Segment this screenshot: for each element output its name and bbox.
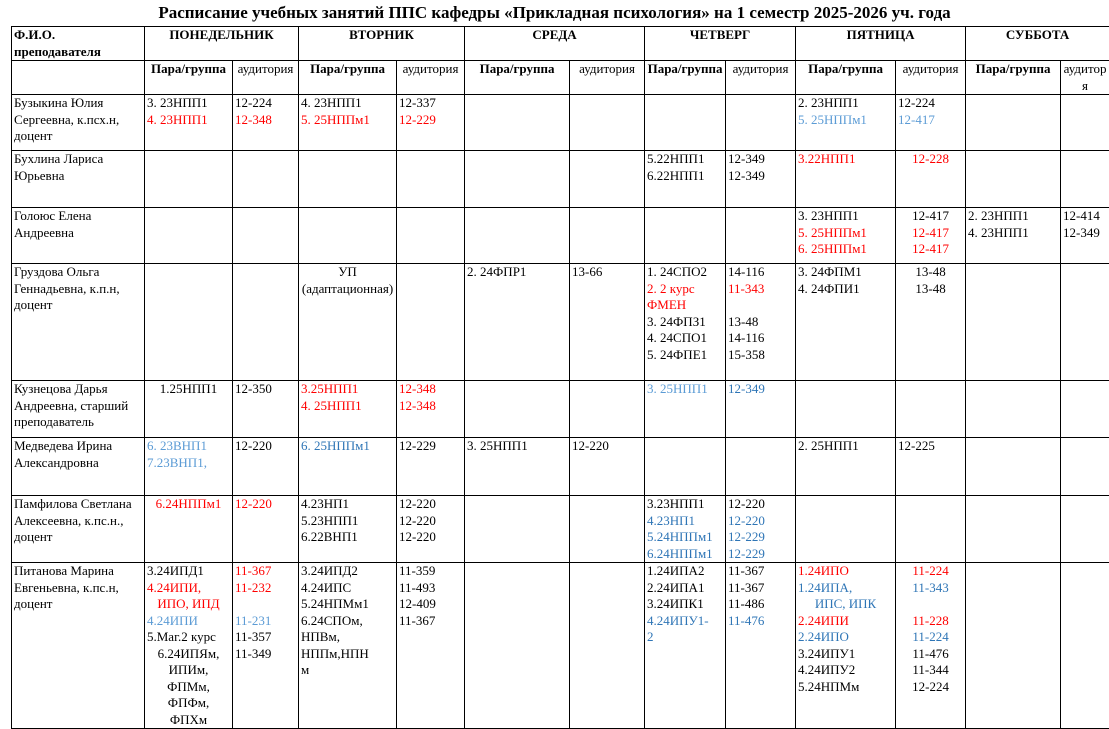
header-day-friday: ПЯТНИЦА <box>796 27 966 61</box>
cell-line: 12-417 <box>898 241 963 258</box>
teacher-row <box>12 208 1109 264</box>
schedule-cell-pair <box>966 563 1061 729</box>
cell-line: ИПИм, <box>147 662 230 679</box>
teacher-row <box>12 95 1109 151</box>
schedule-cell-pair <box>145 563 233 729</box>
cell-line: 11-228 <box>898 613 963 630</box>
schedule-cell-room <box>233 264 299 381</box>
cell-line: ИПС, ИПК <box>798 596 893 613</box>
teacher-row <box>12 438 1109 496</box>
cell-line: 2. 23НПП1 <box>798 95 893 112</box>
subheader-row <box>12 61 1109 95</box>
cell-line: 11-343 <box>898 580 963 597</box>
cell-line: НППм,НПН <box>301 646 394 663</box>
schedule-cell-pair <box>145 151 233 208</box>
teacher-row <box>12 563 1109 729</box>
cell-line: 12-349 <box>1063 225 1107 242</box>
cell-line: 12-417 <box>898 112 963 129</box>
teacher-name: Памфилова Светлана Алексеевна, к.пс.н., доцент <box>12 496 145 563</box>
schedule-cell-room <box>397 438 465 496</box>
cell-line: 12-220 <box>235 496 296 513</box>
cell-line: 3. 23НПП1 <box>798 208 893 225</box>
cell-line: 3.22НПП1 <box>798 151 893 168</box>
cell-line: 6.24НППм1 <box>647 546 723 563</box>
teacher-name: Питанова Марина Евгеньевна, к.пс.н, доцент <box>12 563 145 729</box>
cell-line: ИПО, ИПД <box>147 596 230 613</box>
cell-line: 6.24СПОм, <box>301 613 394 630</box>
cell-line: 5. 24ФПЕ1 <box>647 347 723 364</box>
schedule-cell-pair <box>465 264 570 381</box>
cell-line: 2.24ИПИ <box>798 613 893 630</box>
cell-line: 12-224 <box>898 95 963 112</box>
cell-line: 11-476 <box>728 613 793 630</box>
schedule-cell-room <box>896 208 966 264</box>
schedule-cell-room <box>896 381 966 438</box>
cell-line: 5. 25НППм1 <box>301 112 394 129</box>
schedule-cell-pair <box>796 438 896 496</box>
schedule-cell-room <box>1061 95 1109 151</box>
schedule-cell-pair <box>465 151 570 208</box>
cell-line: 6. 23ВНП1 <box>147 438 230 455</box>
schedule-cell-pair <box>645 438 726 496</box>
cell-line: 3.24ИПД1 <box>147 563 230 580</box>
schedule-cell-pair <box>645 208 726 264</box>
cell-line: 5. 25НППм1 <box>798 112 893 129</box>
cell-line: 1.24ИПА2 <box>647 563 723 580</box>
teacher-row <box>12 151 1109 208</box>
schedule-cell-pair <box>966 381 1061 438</box>
cell-line: 4.24ИПУ2 <box>798 662 893 679</box>
teacher-name: Груздова Ольга Геннадьевна, к.п.н, доцент <box>12 264 145 381</box>
cell-line: 2 <box>647 629 723 646</box>
cell-line: 12-348 <box>399 398 462 415</box>
schedule-cell-pair <box>145 381 233 438</box>
teacher-name: Голоюс Елена Андреевна <box>12 208 145 264</box>
header-day-wednesday: СРЕДА <box>465 27 645 61</box>
cell-line: 12-229 <box>728 529 793 546</box>
cell-line: 14-116 <box>728 330 793 347</box>
header-row <box>12 27 1109 61</box>
cell-line: 4. 23НПП1 <box>968 225 1058 242</box>
cell-line: 3. 23НПП1 <box>147 95 230 112</box>
schedule-cell-room <box>397 563 465 729</box>
schedule-cell-room <box>1061 151 1109 208</box>
header-day-thursday: ЧЕТВЕРГ <box>645 27 796 61</box>
cell-line: 11-344 <box>898 662 963 679</box>
teacher-row <box>12 264 1109 381</box>
schedule-cell-room <box>896 264 966 381</box>
schedule-cell-room <box>726 208 796 264</box>
cell-line: 3.25НПП1 <box>301 381 394 398</box>
schedule-cell-room <box>726 264 796 381</box>
schedule-cell-room <box>570 95 645 151</box>
schedule-cell-pair <box>796 208 896 264</box>
cell-line: 3. 25НПП1 <box>467 438 567 455</box>
cell-line: 3.24ИПУ1 <box>798 646 893 663</box>
cell-line: 11-367 <box>235 563 296 580</box>
cell-line: 4.24ИПИ <box>147 613 230 630</box>
schedule-cell-room <box>1061 381 1109 438</box>
cell-line: 12-229 <box>399 438 462 455</box>
subheader-room: аудитория <box>233 61 299 95</box>
cell-line: 2. 25НПП1 <box>798 438 893 455</box>
cell-line: 12-220 <box>235 438 296 455</box>
schedule-cell-room <box>896 95 966 151</box>
schedule-cell-pair <box>145 208 233 264</box>
cell-line: 12-349 <box>728 381 793 398</box>
cell-line: 4. 24СПО1 <box>647 330 723 347</box>
cell-line: 3. 24ФПМ1 <box>798 264 893 281</box>
schedule-cell-pair <box>796 264 896 381</box>
schedule-cell-room <box>233 381 299 438</box>
cell-line: 12-228 <box>898 151 963 168</box>
cell-line: 5.22НПП1 <box>647 151 723 168</box>
cell-line: 12-220 <box>728 513 793 530</box>
schedule-cell-room <box>896 151 966 208</box>
schedule-cell-room <box>1061 208 1109 264</box>
schedule-cell-pair <box>465 438 570 496</box>
schedule-cell-pair <box>299 208 397 264</box>
schedule-cell-pair <box>966 496 1061 563</box>
cell-line: 3.24ИПД2 <box>301 563 394 580</box>
cell-line: 11-367 <box>399 613 462 630</box>
page-title: Расписание учебных занятий ППС кафедры «Прикладная психология» на 1 семестр 2025-2026 уч. года <box>0 3 1109 23</box>
cell-line: 6.22ВНП1 <box>301 529 394 546</box>
header-day-tuesday: ВТОРНИК <box>299 27 465 61</box>
schedule-cell-room <box>397 496 465 563</box>
cell-line: м <box>301 662 394 679</box>
schedule-cell-room <box>896 438 966 496</box>
cell-line <box>898 596 963 613</box>
cell-line: 3. 24ФПЗ1 <box>647 314 723 331</box>
schedule-cell-room <box>233 496 299 563</box>
schedule-cell-pair <box>645 151 726 208</box>
teacher-row <box>12 496 1109 563</box>
schedule-cell-pair <box>796 95 896 151</box>
cell-line: 2.24ИПА1 <box>647 580 723 597</box>
cell-line: 4. 25НПП1 <box>301 398 394 415</box>
cell-line: 11-357 <box>235 629 296 646</box>
cell-line: 12-229 <box>728 546 793 563</box>
schedule-cell-room <box>1061 496 1109 563</box>
cell-line: 12-414 <box>1063 208 1107 225</box>
cell-line: 5.24НПМм1 <box>301 596 394 613</box>
schedule-cell-pair <box>299 496 397 563</box>
schedule-cell-pair <box>465 208 570 264</box>
teacher-name: Бухлина Лариса Юрьевна <box>12 151 145 208</box>
cell-line: 12-349 <box>728 151 793 168</box>
cell-line: 2. 23НПП1 <box>968 208 1058 225</box>
cell-line: 5.Маг.2 курс <box>147 629 230 646</box>
cell-line: 11-493 <box>399 580 462 597</box>
cell-line: 13-48 <box>728 314 793 331</box>
schedule-cell-room <box>726 95 796 151</box>
cell-line <box>728 297 793 314</box>
schedule-cell-room <box>896 563 966 729</box>
subheader-room: аудитория <box>896 61 966 95</box>
cell-line: 12-409 <box>399 596 462 613</box>
cell-line: 3.23НПП1 <box>647 496 723 513</box>
schedule-table <box>11 26 1109 729</box>
cell-line: 3.24ИПК1 <box>647 596 723 613</box>
schedule-cell-room <box>570 438 645 496</box>
subheader-pair: Пара/группа <box>299 61 397 95</box>
cell-line: 12-417 <box>898 208 963 225</box>
cell-line: 12-220 <box>728 496 793 513</box>
cell-line: 4.23НП1 <box>647 513 723 530</box>
cell-line: 4. 24ФПИ1 <box>798 281 893 298</box>
cell-line: 1. 24СПО2 <box>647 264 723 281</box>
cell-line: 4.24ИПИ, <box>147 580 230 597</box>
schedule-cell-pair <box>145 264 233 381</box>
schedule-cell-pair <box>796 381 896 438</box>
cell-line: 14-116 <box>728 264 793 281</box>
schedule-cell-room <box>726 438 796 496</box>
cell-line: 11-367 <box>728 580 793 597</box>
cell-line: 5.24НППм1 <box>647 529 723 546</box>
cell-line: 11-224 <box>898 629 963 646</box>
subheader-room: аудитория <box>570 61 645 95</box>
cell-line: УП (адаптационная) <box>301 264 394 297</box>
schedule-cell-pair <box>645 563 726 729</box>
schedule-cell-room <box>397 95 465 151</box>
cell-line: 11-367 <box>728 563 793 580</box>
schedule-cell-room <box>726 496 796 563</box>
schedule-cell-room <box>570 151 645 208</box>
subheader-room-last: аудитор я <box>1061 61 1109 95</box>
cell-line: 11-232 <box>235 580 296 597</box>
cell-line: 12-224 <box>898 679 963 696</box>
cell-line: 6.24ИПЯм, <box>147 646 230 663</box>
subheader-pair: Пара/группа <box>966 61 1061 95</box>
subheader-pair: Пара/группа <box>145 61 233 95</box>
cell-line: НПВм, <box>301 629 394 646</box>
subheader-empty <box>12 61 145 95</box>
cell-line: 6. 25НППм1 <box>301 438 394 455</box>
cell-line: 4.24ИПС <box>301 580 394 597</box>
subheader-pair: Пара/группа <box>796 61 896 95</box>
cell-line: 11-486 <box>728 596 793 613</box>
cell-line: 2. 24ФПР1 <box>467 264 567 281</box>
schedule-body <box>12 27 1109 729</box>
subheader-pair: Пара/группа <box>465 61 570 95</box>
cell-line: 4.24ИПУ1- <box>647 613 723 630</box>
schedule-cell-room <box>233 208 299 264</box>
schedule-cell-room <box>726 151 796 208</box>
schedule-cell-pair <box>299 264 397 381</box>
schedule-cell-room <box>570 208 645 264</box>
cell-line: 13-66 <box>572 264 642 281</box>
schedule-cell-pair <box>796 496 896 563</box>
cell-line: 7.23ВНП1, <box>147 455 230 472</box>
cell-line: 11-224 <box>898 563 963 580</box>
cell-line: 6. 25НППм1 <box>798 241 893 258</box>
cell-line: 12-350 <box>235 381 296 398</box>
cell-line: 11-476 <box>898 646 963 663</box>
header-day-saturday: СУББОТА <box>966 27 1109 61</box>
schedule-cell-room <box>397 151 465 208</box>
cell-line: 5.24НПМм <box>798 679 893 696</box>
schedule-cell-pair <box>465 496 570 563</box>
subheader-room: аудитория <box>397 61 465 95</box>
cell-line: ФПХм <box>147 712 230 729</box>
schedule-cell-pair <box>299 151 397 208</box>
schedule-cell-pair <box>796 151 896 208</box>
schedule-cell-pair <box>645 381 726 438</box>
schedule-cell-pair <box>966 95 1061 151</box>
schedule-cell-room <box>726 381 796 438</box>
schedule-cell-room <box>1061 563 1109 729</box>
schedule-cell-room <box>397 381 465 438</box>
schedule-cell-room <box>233 151 299 208</box>
cell-line: 12-417 <box>898 225 963 242</box>
schedule-cell-pair <box>145 438 233 496</box>
cell-line: 12-348 <box>399 381 462 398</box>
subheader-room: аудитория <box>726 61 796 95</box>
cell-line: 12-349 <box>728 168 793 185</box>
cell-line: 12-229 <box>399 112 462 129</box>
cell-line: 11-231 <box>235 613 296 630</box>
schedule-cell-room <box>570 563 645 729</box>
schedule-cell-pair <box>645 264 726 381</box>
schedule-cell-room <box>397 208 465 264</box>
cell-line: 6.22НПП1 <box>647 168 723 185</box>
cell-line: 4. 23НПП1 <box>147 112 230 129</box>
cell-line: 11-359 <box>399 563 462 580</box>
schedule-cell-pair <box>465 563 570 729</box>
cell-line <box>235 596 296 613</box>
header-fio: Ф.И.О. преподавателя <box>12 27 145 61</box>
schedule-cell-pair <box>145 496 233 563</box>
schedule-cell-room <box>1061 438 1109 496</box>
cell-line: 12-337 <box>399 95 462 112</box>
cell-line: 15-358 <box>728 347 793 364</box>
subheader-pair: Пара/группа <box>645 61 726 95</box>
schedule-cell-pair <box>966 264 1061 381</box>
schedule-cell-room <box>570 381 645 438</box>
schedule-cell-room <box>397 264 465 381</box>
cell-line: 12-348 <box>235 112 296 129</box>
schedule-cell-room <box>570 264 645 381</box>
cell-line: 5. 25НППм1 <box>798 225 893 242</box>
schedule-cell-room <box>726 563 796 729</box>
schedule-cell-room <box>896 496 966 563</box>
cell-line: ФПФм, <box>147 695 230 712</box>
teacher-name: Бузыкина Юлия Сергеевна, к.псх.н, доцент <box>12 95 145 151</box>
schedule-cell-pair <box>966 438 1061 496</box>
cell-line: 13-48 <box>898 281 963 298</box>
cell-line: 4. 23НПП1 <box>301 95 394 112</box>
schedule-cell-pair <box>299 95 397 151</box>
cell-line: ФПМм, <box>147 679 230 696</box>
cell-line: 4.23НП1 <box>301 496 394 513</box>
cell-line: 13-48 <box>898 264 963 281</box>
schedule-cell-pair <box>299 438 397 496</box>
schedule-cell-pair <box>145 95 233 151</box>
teacher-name: Медведева Ирина Александровна <box>12 438 145 496</box>
schedule-cell-pair <box>299 563 397 729</box>
cell-line: 2.24ИПО <box>798 629 893 646</box>
schedule-cell-pair <box>299 381 397 438</box>
cell-line: 1.24ИПА, <box>798 580 893 597</box>
cell-line: 12-220 <box>399 496 462 513</box>
schedule-cell-room <box>233 563 299 729</box>
schedule-cell-pair <box>465 95 570 151</box>
teacher-name: Кузнецова Дарья Андреевна, старший преподаватель <box>12 381 145 438</box>
schedule-cell-room <box>233 438 299 496</box>
cell-line: 3. 25НПП1 <box>647 381 723 398</box>
teacher-row <box>12 381 1109 438</box>
cell-line: 1.25НПП1 <box>147 381 230 398</box>
cell-line: 6.24НППм1 <box>147 496 230 513</box>
schedule-cell-pair <box>966 208 1061 264</box>
schedule-cell-room <box>233 95 299 151</box>
schedule-cell-room <box>1061 264 1109 381</box>
cell-line: 12-224 <box>235 95 296 112</box>
cell-line: 2. 2 курс <box>647 281 723 298</box>
cell-line: 12-220 <box>572 438 642 455</box>
schedule-cell-pair <box>796 563 896 729</box>
schedule-cell-pair <box>645 95 726 151</box>
schedule-cell-pair <box>966 151 1061 208</box>
cell-line: 1.24ИПО <box>798 563 893 580</box>
cell-line: 11-343 <box>728 281 793 298</box>
cell-line: 12-225 <box>898 438 963 455</box>
cell-line: 12-220 <box>399 513 462 530</box>
cell-line: ФМЕН <box>647 297 723 314</box>
cell-line: 11-349 <box>235 646 296 663</box>
cell-line: 5.23НПП1 <box>301 513 394 530</box>
schedule-cell-pair <box>645 496 726 563</box>
schedule-cell-room <box>570 496 645 563</box>
cell-line: 12-220 <box>399 529 462 546</box>
header-day-monday: ПОНЕДЕЛЬНИК <box>145 27 299 61</box>
schedule-cell-pair <box>465 381 570 438</box>
